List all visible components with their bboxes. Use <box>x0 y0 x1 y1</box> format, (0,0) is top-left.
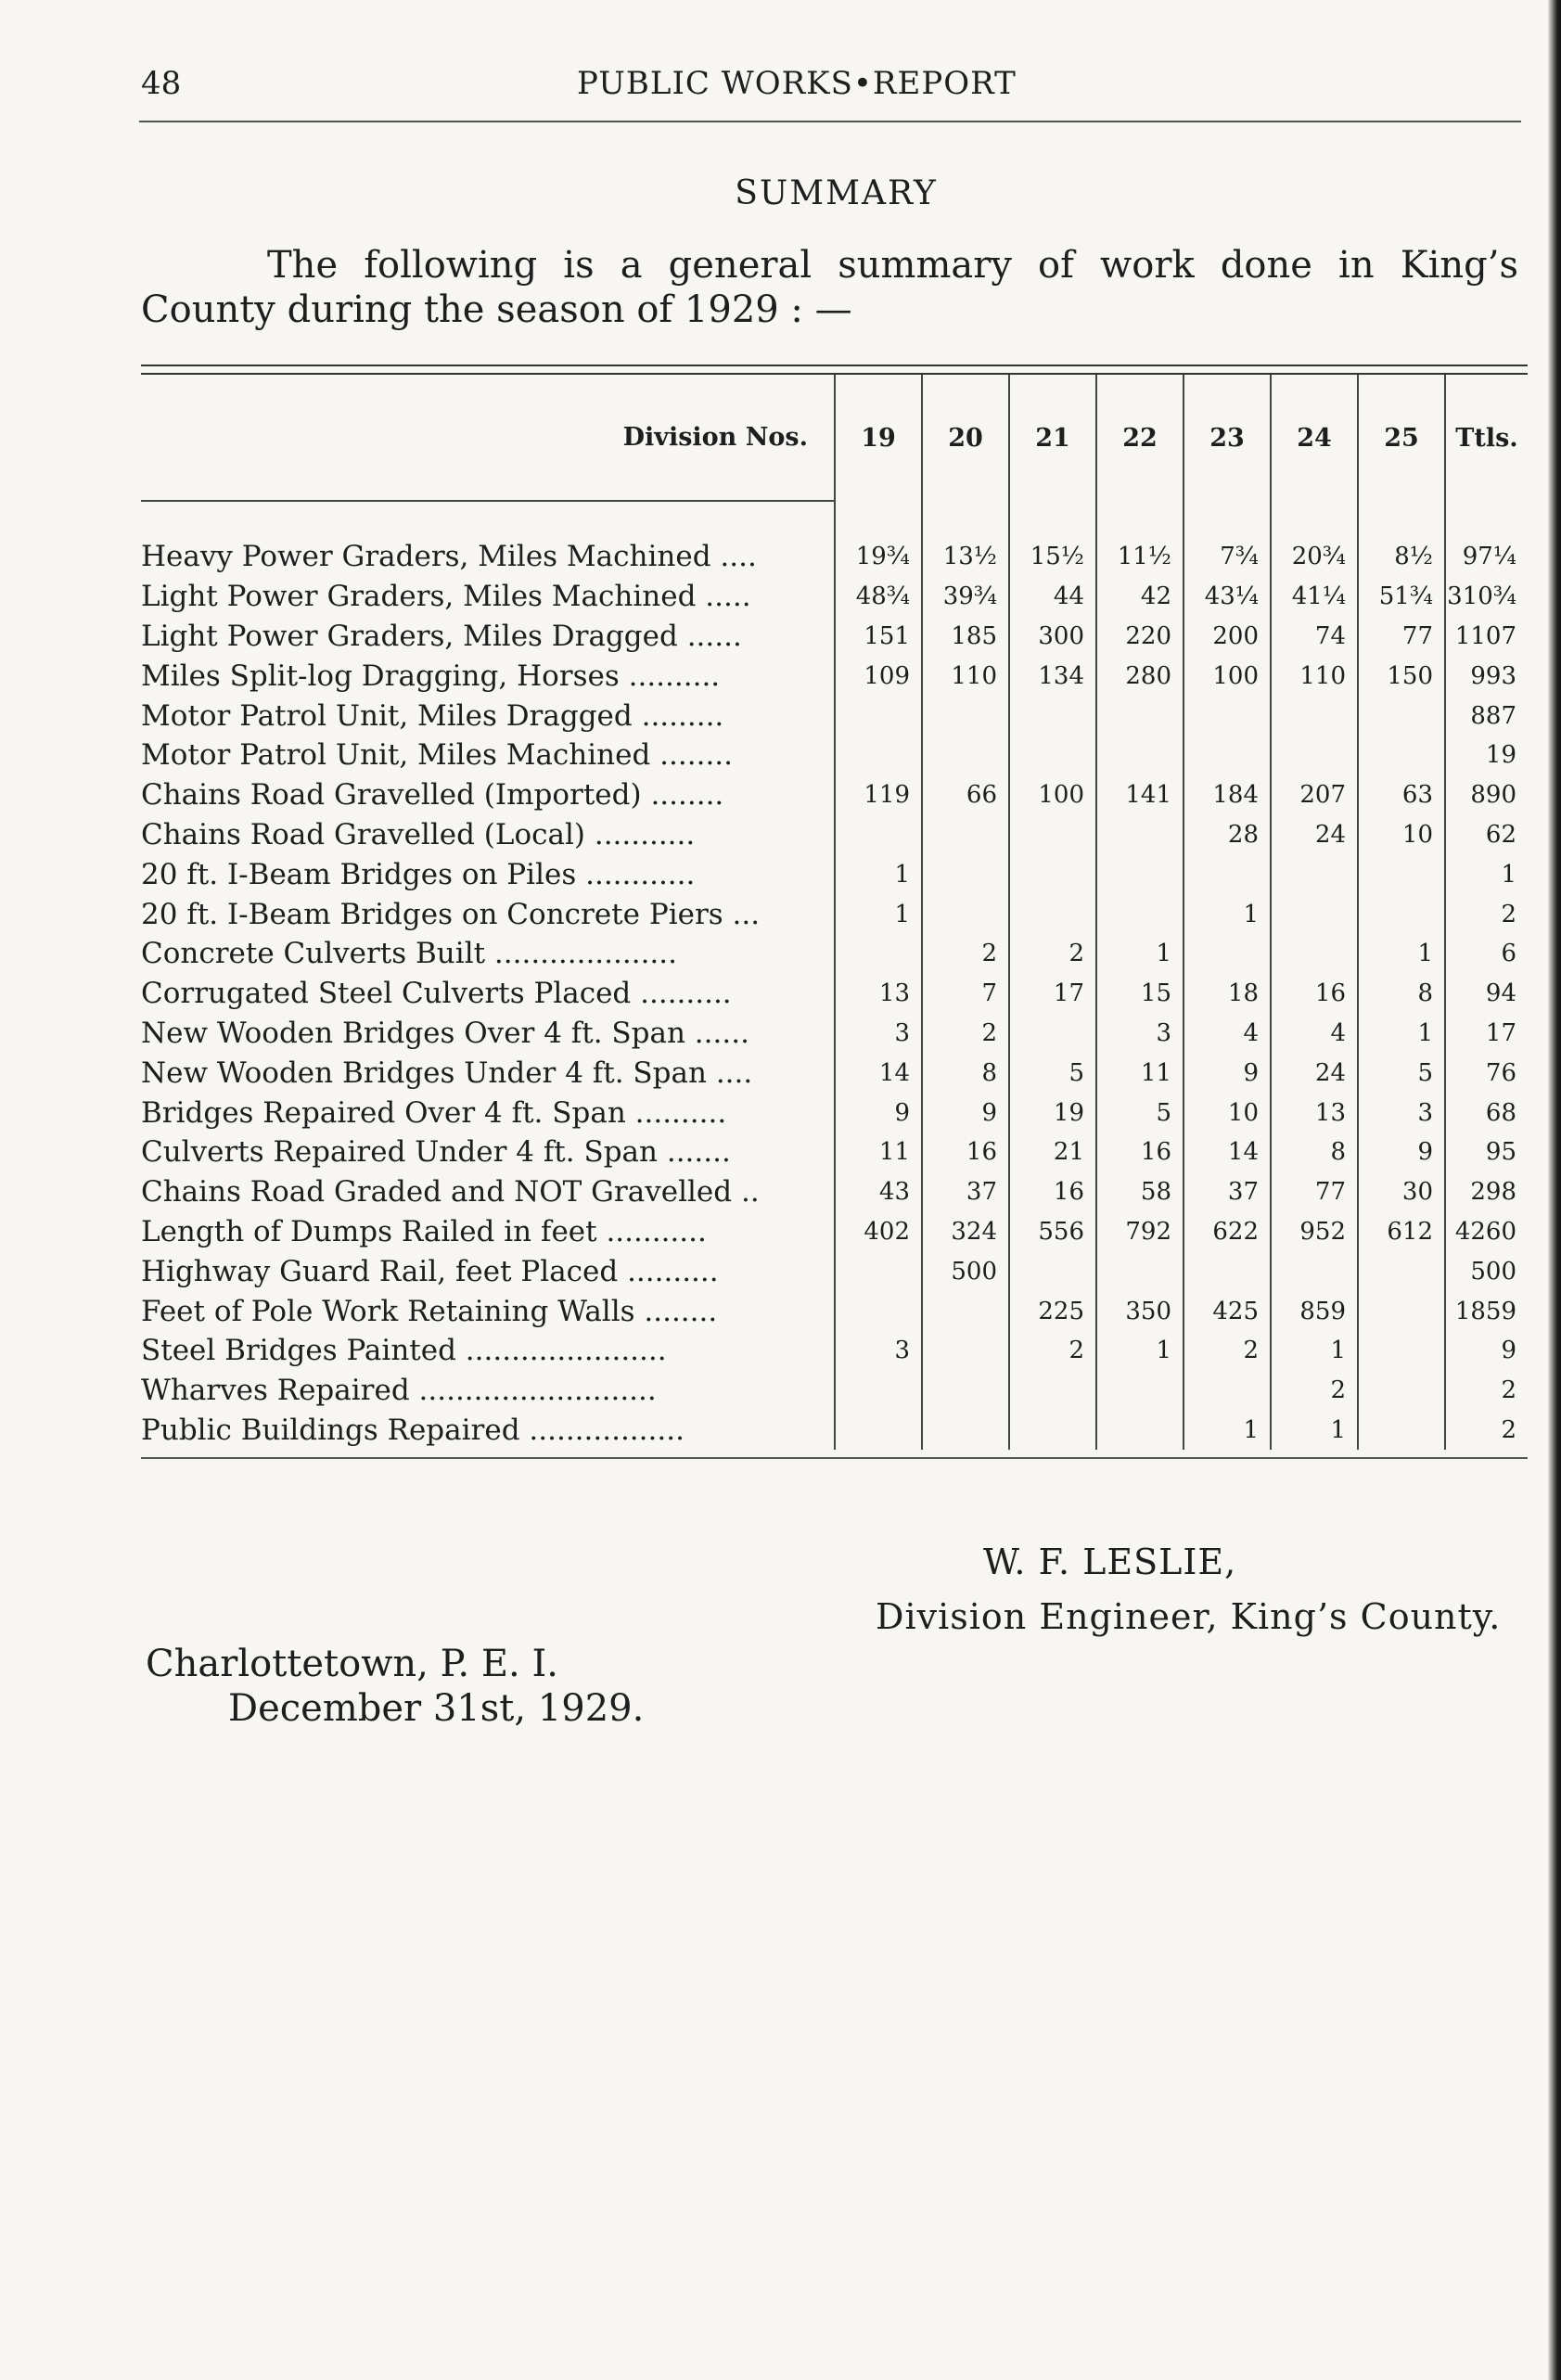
division-value-cell: 9 <box>835 1093 922 1132</box>
division-value-cell: 1 <box>835 854 922 894</box>
row-label: New Wooden Bridges Over 4 ft. Span ...... <box>141 1016 749 1050</box>
running-title: PUBLIC WORKS•REPORT <box>577 65 1017 102</box>
division-value-cell: 63 <box>1358 775 1445 815</box>
table-row <box>141 1172 1528 1212</box>
division-value-cell <box>835 696 922 736</box>
row-label: Motor Patrol Unit, Miles Machined ........ <box>141 738 734 773</box>
division-value-cell: 15 <box>1096 974 1184 1014</box>
division-value-cell <box>1096 1251 1184 1291</box>
division-value-cell: 612 <box>1358 1212 1445 1252</box>
division-value-cell <box>922 1291 1009 1331</box>
column-header: 24 <box>1271 375 1358 501</box>
row-label: Corrugated Steel Culverts Placed .......... <box>141 977 732 1011</box>
division-value-cell: 11½ <box>1096 537 1184 577</box>
column-header-division-nos: Division Nos. <box>622 423 808 452</box>
division-value-cell: 19¾ <box>835 537 922 577</box>
row-label: Wharves Repaired .......................... <box>141 1374 657 1408</box>
section-title: SUMMARY <box>735 174 938 212</box>
row-label: Public Buildings Repaired ................. <box>141 1413 685 1447</box>
division-value-cell <box>1184 696 1271 736</box>
row-label: Miles Split-log Dragging, Horses .......... <box>141 659 721 693</box>
division-value-cell: 14 <box>835 1053 922 1093</box>
division-value-cell: 207 <box>1271 775 1358 815</box>
row-total-cell: 4260 <box>1445 1212 1528 1252</box>
division-value-cell <box>1184 854 1271 894</box>
division-value-cell: 1 <box>1271 1331 1358 1371</box>
row-total-cell: 993 <box>1445 656 1528 696</box>
table-row <box>141 815 1528 855</box>
column-header: 23 <box>1184 375 1271 501</box>
division-value-cell <box>1096 1411 1184 1451</box>
division-value-cell <box>1358 1291 1445 1331</box>
row-total-cell: 2 <box>1445 1371 1528 1411</box>
division-value-cell <box>1096 894 1184 934</box>
division-value-cell: 37 <box>1184 1172 1271 1212</box>
division-value-cell <box>922 736 1009 775</box>
row-total-cell: 95 <box>1445 1132 1528 1172</box>
division-value-cell: 8 <box>1271 1132 1358 1172</box>
intro-line-2: County during the season of 1929 : — <box>141 288 852 331</box>
division-value-cell: 77 <box>1271 1172 1358 1212</box>
row-label: Concrete Culverts Built .................... <box>141 937 677 971</box>
division-value-cell: 9 <box>1184 1053 1271 1093</box>
division-value-cell: 100 <box>1184 656 1271 696</box>
column-header: 19 <box>835 375 922 501</box>
division-value-cell: 37 <box>922 1172 1009 1212</box>
row-total-cell: 890 <box>1445 775 1528 815</box>
division-value-cell: 185 <box>922 617 1009 657</box>
row-total-cell: 500 <box>1445 1251 1528 1291</box>
row-total-cell: 76 <box>1445 1053 1528 1093</box>
division-value-cell <box>1009 1251 1096 1291</box>
table-row <box>141 1251 1528 1291</box>
row-label: Culverts Repaired Under 4 ft. Span ....... <box>141 1135 731 1170</box>
division-value-cell <box>1009 1411 1096 1451</box>
division-value-cell: 74 <box>1271 617 1358 657</box>
row-label: Heavy Power Graders, Miles Machined .... <box>141 540 757 574</box>
division-value-cell: 48¾ <box>835 577 922 617</box>
division-value-cell: 7¾ <box>1184 537 1271 577</box>
table-row <box>141 736 1528 775</box>
signatory-title: Division Engineer, King’s County. <box>876 1596 1502 1637</box>
division-value-cell: 11 <box>835 1132 922 1172</box>
division-value-cell: 792 <box>1096 1212 1184 1252</box>
division-value-cell <box>1358 1371 1445 1411</box>
division-value-cell: 58 <box>1096 1172 1184 1212</box>
row-total-cell: 94 <box>1445 974 1528 1014</box>
row-total-cell: 97¼ <box>1445 537 1528 577</box>
division-value-cell <box>1271 736 1358 775</box>
division-value-cell <box>835 1291 922 1331</box>
division-value-cell: 141 <box>1096 775 1184 815</box>
division-value-cell: 39¾ <box>922 577 1009 617</box>
division-value-cell: 4 <box>1184 1014 1271 1054</box>
division-value-cell: 151 <box>835 617 922 657</box>
table-row <box>141 617 1528 657</box>
division-value-cell: 51¾ <box>1358 577 1445 617</box>
division-value-cell <box>1009 854 1096 894</box>
row-total-cell: 310¾ <box>1445 577 1528 617</box>
division-value-cell: 859 <box>1271 1291 1358 1331</box>
division-value-cell: 1 <box>1184 1411 1271 1451</box>
division-value-cell <box>1009 1371 1096 1411</box>
signatory-name: W. F. LESLIE, <box>983 1542 1237 1582</box>
division-value-cell <box>1271 1251 1358 1291</box>
division-value-cell <box>1184 1251 1271 1291</box>
row-label: Highway Guard Rail, feet Placed .......... <box>141 1254 719 1288</box>
division-value-cell <box>1184 736 1271 775</box>
table-row <box>141 775 1528 815</box>
division-value-cell: 110 <box>1271 656 1358 696</box>
division-value-cell <box>1009 815 1096 855</box>
division-value-cell <box>1096 696 1184 736</box>
header-divider-row <box>141 501 1528 537</box>
division-value-cell: 11 <box>1096 1053 1184 1093</box>
row-label: Chains Road Gravelled (Local) ........... <box>141 817 696 851</box>
table-row <box>141 854 1528 894</box>
table-row <box>141 537 1528 577</box>
row-label: Length of Dumps Railed in feet ........... <box>141 1214 707 1248</box>
row-label: Feet of Pole Work Retaining Walls ........ <box>141 1294 718 1328</box>
division-value-cell: 9 <box>922 1093 1009 1132</box>
row-total-cell: 2 <box>1445 894 1528 934</box>
row-total-cell: 9 <box>1445 1331 1528 1371</box>
division-value-cell: 119 <box>835 775 922 815</box>
division-value-cell: 5 <box>1358 1053 1445 1093</box>
division-value-cell: 3 <box>835 1331 922 1371</box>
table-row <box>141 894 1528 934</box>
summary-table-body <box>141 537 1528 1450</box>
division-value-cell <box>922 894 1009 934</box>
division-value-cell: 1 <box>1184 894 1271 934</box>
division-value-cell: 1 <box>1271 1411 1358 1451</box>
division-value-cell: 14 <box>1184 1132 1271 1172</box>
division-value-cell: 9 <box>1358 1132 1445 1172</box>
division-value-cell: 42 <box>1096 577 1184 617</box>
division-value-cell: 8 <box>1358 974 1445 1014</box>
table-row <box>141 656 1528 696</box>
division-value-cell <box>1009 894 1096 934</box>
division-value-cell: 8½ <box>1358 537 1445 577</box>
division-value-cell <box>1358 1411 1445 1451</box>
division-value-cell <box>835 736 922 775</box>
division-value-cell <box>1358 1251 1445 1291</box>
intro-paragraph <box>141 243 1518 332</box>
division-value-cell <box>1358 696 1445 736</box>
division-value-cell: 41¼ <box>1271 577 1358 617</box>
division-value-cell <box>835 815 922 855</box>
division-value-cell: 1 <box>1358 1014 1445 1054</box>
table-bottom-rule <box>141 1457 1528 1459</box>
division-value-cell <box>922 854 1009 894</box>
division-value-cell: 66 <box>922 775 1009 815</box>
row-total-cell: 887 <box>1445 696 1528 736</box>
division-value-cell: 280 <box>1096 656 1184 696</box>
column-header: 20 <box>922 375 1009 501</box>
division-value-cell <box>1184 934 1271 974</box>
division-value-cell: 150 <box>1358 656 1445 696</box>
division-value-cell: 44 <box>1009 577 1096 617</box>
table-row <box>141 1212 1528 1252</box>
table-row <box>141 1291 1528 1331</box>
division-value-cell: 7 <box>922 974 1009 1014</box>
division-value-cell: 43¼ <box>1184 577 1271 617</box>
division-value-cell: 2 <box>1184 1331 1271 1371</box>
column-header: 22 <box>1096 375 1184 501</box>
division-value-cell <box>1096 815 1184 855</box>
division-value-cell <box>1358 736 1445 775</box>
summary-table-wrap <box>141 365 1532 1459</box>
division-value-cell: 952 <box>1271 1212 1358 1252</box>
division-value-cell: 1 <box>1096 1331 1184 1371</box>
table-row <box>141 577 1528 617</box>
row-total-cell: 17 <box>1445 1014 1528 1054</box>
division-value-cell <box>1358 894 1445 934</box>
table-row <box>141 974 1528 1014</box>
division-value-cell <box>1009 696 1096 736</box>
division-value-cell <box>1184 1371 1271 1411</box>
row-label: 20 ft. I-Beam Bridges on Concrete Piers ... <box>141 897 761 931</box>
division-value-cell <box>922 1331 1009 1371</box>
row-total-cell: 2 <box>1445 1411 1528 1451</box>
division-value-cell: 300 <box>1009 617 1096 657</box>
division-value-cell: 19 <box>1009 1093 1096 1132</box>
division-value-cell: 2 <box>922 1014 1009 1054</box>
page-binding-edge <box>1548 0 1561 2380</box>
division-value-cell: 16 <box>1096 1132 1184 1172</box>
row-label: Chains Road Graded and NOT Gravelled .. <box>141 1175 760 1209</box>
division-value-cell: 100 <box>1009 775 1096 815</box>
division-value-cell: 10 <box>1184 1093 1271 1132</box>
division-value-cell: 18 <box>1184 974 1271 1014</box>
division-value-cell: 200 <box>1184 617 1271 657</box>
column-header: 25 <box>1358 375 1445 501</box>
division-value-cell <box>835 934 922 974</box>
division-value-cell: 622 <box>1184 1212 1271 1252</box>
division-value-cell <box>1096 1371 1184 1411</box>
row-label: Motor Patrol Unit, Miles Dragged ......... <box>141 698 724 733</box>
division-value-cell: 1 <box>1096 934 1184 974</box>
division-value-cell: 2 <box>1271 1371 1358 1411</box>
division-value-cell: 16 <box>1271 974 1358 1014</box>
division-value-cell: 10 <box>1358 815 1445 855</box>
division-value-cell: 16 <box>922 1132 1009 1172</box>
division-value-cell <box>1009 736 1096 775</box>
division-value-cell: 24 <box>1271 815 1358 855</box>
division-value-cell: 43 <box>835 1172 922 1212</box>
division-value-cell: 28 <box>1184 815 1271 855</box>
row-total-cell: 19 <box>1445 736 1528 775</box>
row-label: Light Power Graders, Miles Machined ..... <box>141 580 751 614</box>
division-value-cell: 350 <box>1096 1291 1184 1331</box>
division-value-cell: 225 <box>1009 1291 1096 1331</box>
date-line: December 31st, 1929. <box>228 1687 645 1730</box>
table-row <box>141 1053 1528 1093</box>
place-line: Charlottetown, P. E. I. <box>146 1643 558 1685</box>
division-value-cell: 30 <box>1358 1172 1445 1212</box>
division-value-cell: 77 <box>1358 617 1445 657</box>
division-value-cell <box>922 815 1009 855</box>
division-value-cell: 500 <box>922 1251 1009 1291</box>
division-value-cell: 13 <box>835 974 922 1014</box>
summary-table <box>141 375 1528 1450</box>
division-value-cell: 109 <box>835 656 922 696</box>
table-header-row <box>141 375 1528 501</box>
table-row <box>141 696 1528 736</box>
division-value-cell: 1 <box>835 894 922 934</box>
column-header: 21 <box>1009 375 1096 501</box>
division-value-cell <box>1271 696 1358 736</box>
row-label: Light Power Graders, Miles Dragged ...... <box>141 619 742 653</box>
row-label: Steel Bridges Painted ...................... <box>141 1334 667 1368</box>
division-value-cell: 402 <box>835 1212 922 1252</box>
row-label: 20 ft. I-Beam Bridges on Piles ............ <box>141 857 696 891</box>
division-value-cell <box>1271 854 1358 894</box>
column-header-totals: Ttls. <box>1445 375 1528 501</box>
division-value-cell: 2 <box>1009 934 1096 974</box>
table-row <box>141 1371 1528 1411</box>
table-row <box>141 1411 1528 1451</box>
division-value-cell: 3 <box>835 1014 922 1054</box>
division-value-cell <box>1096 854 1184 894</box>
division-value-cell: 17 <box>1009 974 1096 1014</box>
row-total-cell: 298 <box>1445 1172 1528 1212</box>
division-value-cell: 220 <box>1096 617 1184 657</box>
division-value-cell: 5 <box>1096 1093 1184 1132</box>
row-label: Chains Road Gravelled (Imported) ........ <box>141 778 724 813</box>
division-value-cell <box>1358 1331 1445 1371</box>
division-value-cell: 16 <box>1009 1172 1096 1212</box>
division-value-cell <box>1271 894 1358 934</box>
division-value-cell <box>922 1411 1009 1451</box>
division-value-cell: 324 <box>922 1212 1009 1252</box>
division-value-cell: 184 <box>1184 775 1271 815</box>
division-value-cell: 425 <box>1184 1291 1271 1331</box>
division-value-cell: 24 <box>1271 1053 1358 1093</box>
division-value-cell <box>835 1251 922 1291</box>
intro-line-1: The following is a general summary of work done in King’s <box>267 244 1518 287</box>
division-value-cell: 8 <box>922 1053 1009 1093</box>
division-value-cell: 13½ <box>922 537 1009 577</box>
division-value-cell: 15½ <box>1009 537 1096 577</box>
division-value-cell <box>1009 1014 1096 1054</box>
division-value-cell: 21 <box>1009 1132 1096 1172</box>
division-value-cell: 3 <box>1358 1093 1445 1132</box>
division-value-cell: 5 <box>1009 1053 1096 1093</box>
division-value-cell <box>835 1371 922 1411</box>
division-value-cell <box>835 1411 922 1451</box>
division-value-cell: 2 <box>922 934 1009 974</box>
division-value-cell: 4 <box>1271 1014 1358 1054</box>
division-value-cell: 110 <box>922 656 1009 696</box>
table-row <box>141 1132 1528 1172</box>
division-value-cell: 20¾ <box>1271 537 1358 577</box>
row-total-cell: 62 <box>1445 815 1528 855</box>
division-value-cell: 134 <box>1009 656 1096 696</box>
division-value-cell: 2 <box>1009 1331 1096 1371</box>
table-row <box>141 1331 1528 1371</box>
row-total-cell: 1859 <box>1445 1291 1528 1331</box>
division-value-cell: 3 <box>1096 1014 1184 1054</box>
table-row <box>141 1014 1528 1054</box>
row-total-cell: 1107 <box>1445 617 1528 657</box>
row-total-cell: 6 <box>1445 934 1528 974</box>
header-rule <box>139 121 1521 122</box>
table-row <box>141 1093 1528 1132</box>
page-header <box>141 65 1486 121</box>
row-total-cell: 1 <box>1445 854 1528 894</box>
table-top-double-rule <box>141 365 1528 375</box>
row-total-cell: 68 <box>1445 1093 1528 1132</box>
row-label: New Wooden Bridges Under 4 ft. Span .... <box>141 1056 753 1090</box>
row-label: Bridges Repaired Over 4 ft. Span .......... <box>141 1095 727 1130</box>
division-value-cell: 556 <box>1009 1212 1096 1252</box>
division-value-cell <box>922 1371 1009 1411</box>
division-value-cell <box>1358 854 1445 894</box>
page-number: 48 <box>141 65 182 102</box>
division-value-cell <box>1271 934 1358 974</box>
division-value-cell <box>1096 736 1184 775</box>
table-row <box>141 934 1528 974</box>
division-value-cell <box>922 696 1009 736</box>
division-value-cell: 1 <box>1358 934 1445 974</box>
division-value-cell: 13 <box>1271 1093 1358 1132</box>
